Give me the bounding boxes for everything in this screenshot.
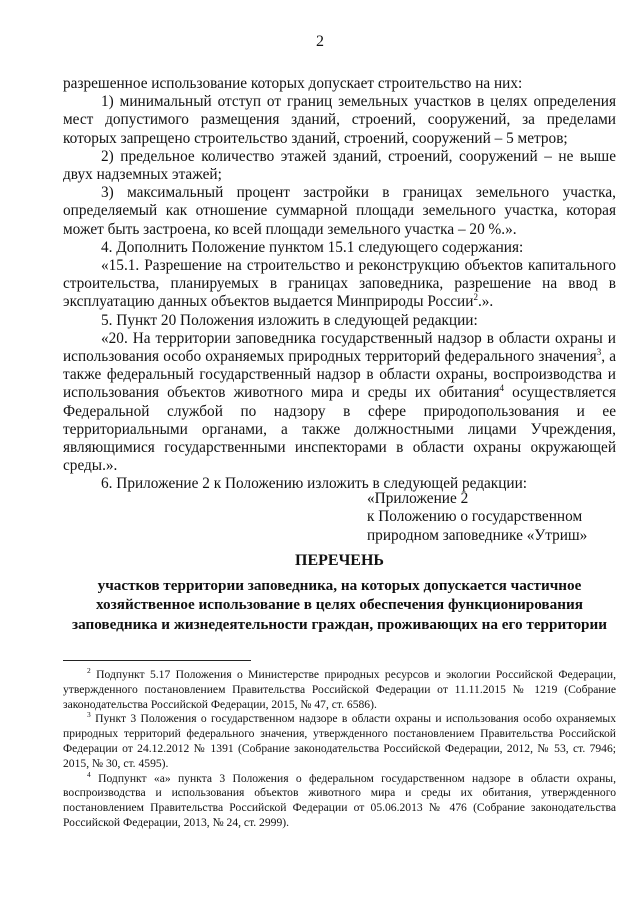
footnote-mark: 2: [87, 666, 91, 676]
footnote-4: [63, 769, 616, 831]
footnote-mark: 3: [87, 710, 91, 720]
appendix-caption: [367, 490, 612, 545]
list-heading: ПЕРЕЧЕНЬ: [295, 552, 384, 569]
footnote-2: [63, 668, 616, 712]
footnote-text: Подпункт 5.17 Положения о Министерстве природных ресурсов и экологии Российской Федерации, утвержденного постановлением Правительства Российской Федерации от 11.11.2015 № 1219 (Собрание законодательства Российской Федерации, 2015, № 47, ст. 6586).: [63, 668, 616, 711]
appendix-line: к Положению о государственном: [367, 508, 583, 526]
paragraph-point-15-1: [63, 257, 616, 312]
page-number: 2: [316, 33, 324, 50]
footnote-text: Пункт 3 Положения о государственном надзоре в области охраны и использования особо охраняемых природных территорий федерального значения, утвержденного постановлением Правительства Российской Федерации от 24.12.2012 № 1391 (Собрание законодательства Российской Федерации, 2012, № 53, ст. 7946; 2015, № 30, ст. 4595).: [63, 712, 616, 770]
point-15-1-text: «15.1. Разрешение на строительство и реконструкцию объектов капитального строительства, планируемых в границах заповедника, разрешение на ввод в эксплуатацию данных объектов выдается Минприроды России: [63, 257, 616, 311]
appendix-line: «Приложение 2: [367, 490, 469, 507]
footnote-mark: 4: [87, 769, 91, 779]
paragraph-item-1: 1) минимальный отступ от границ земельных участков в целях определения мест допустимого размещения зданий, строений, сооружений, за пределами которых запрещено строительство зданий, строений, сооружений – 5 метров;: [63, 93, 616, 147]
paragraph-point-20: [63, 330, 616, 476]
footnote-ref-4: 4: [499, 383, 505, 394]
paragraph-point-6: 6. Приложение 2 к Положению изложить в следующей редакции:: [101, 475, 528, 493]
footnote-ref-3: 3: [596, 346, 602, 357]
footnote-separator: [63, 660, 251, 661]
list-subheading: участков территории заповедника, на которых допускается частичное хозяйственное использование в целях обеспечения функционирования заповедника и жизнедеятельности граждан, проживающих на его территории: [71, 577, 608, 633]
paragraph-intro: разрешенное использование которых допускает строительство на них:: [63, 75, 523, 92]
point-15-1-end: .».: [477, 293, 494, 311]
paragraph-point-5: 5. Пункт 20 Положения изложить в следующей редакции:: [101, 311, 478, 329]
point-20-text-a: «20. На территории заповедника государственный надзор в области охраны и использования особо охраняемых природных территорий федерального значения: [63, 329, 616, 366]
document-body: [63, 75, 616, 494]
point-20-text-c: осуществляется Федеральной службой по надзору в сфере природопользования и ее территориальными органами, а также должностными лицами Учреждения, являющимися государственными инспекторами в области охраны окружающей среды.».: [63, 384, 616, 475]
footnote-3: [63, 712, 616, 771]
point-20-text-b: , а также федеральный государственный надзор в области охраны, воспроизводства и использования объектов животного мира и среды их обитания: [63, 348, 616, 402]
paragraph-item-3: 3) максимальный процент застройки в границах земельного участка, определяемый как отношение суммарной площади земельного участка, которая может быть застроена, ко всей площади земельного участка – 20 %.».: [63, 184, 616, 238]
footnote-ref-2: 2: [473, 292, 478, 303]
paragraph-item-2: 2) предельное количество этажей зданий, строений, сооружений – не выше двух надземных этажей;: [63, 147, 616, 184]
footnote-text: Подпункт «а» пункта 3 Положения о федеральном государственном надзоре в области охраны, воспроизводства и использования объектов животного мира и среды их обитания, утвержденного постановлением Правительства Российской Федерации от 05.06.2013 № 476 (Собрание законодательства Российской Федерации, 2013, № 24, ст. 2999).: [63, 771, 616, 829]
paragraph-point-4: 4. Дополнить Положение пунктом 15.1 следующего содержания:: [101, 238, 524, 256]
footnotes: [63, 668, 616, 831]
appendix-line: природном заповеднике «Утриш»: [367, 526, 588, 544]
